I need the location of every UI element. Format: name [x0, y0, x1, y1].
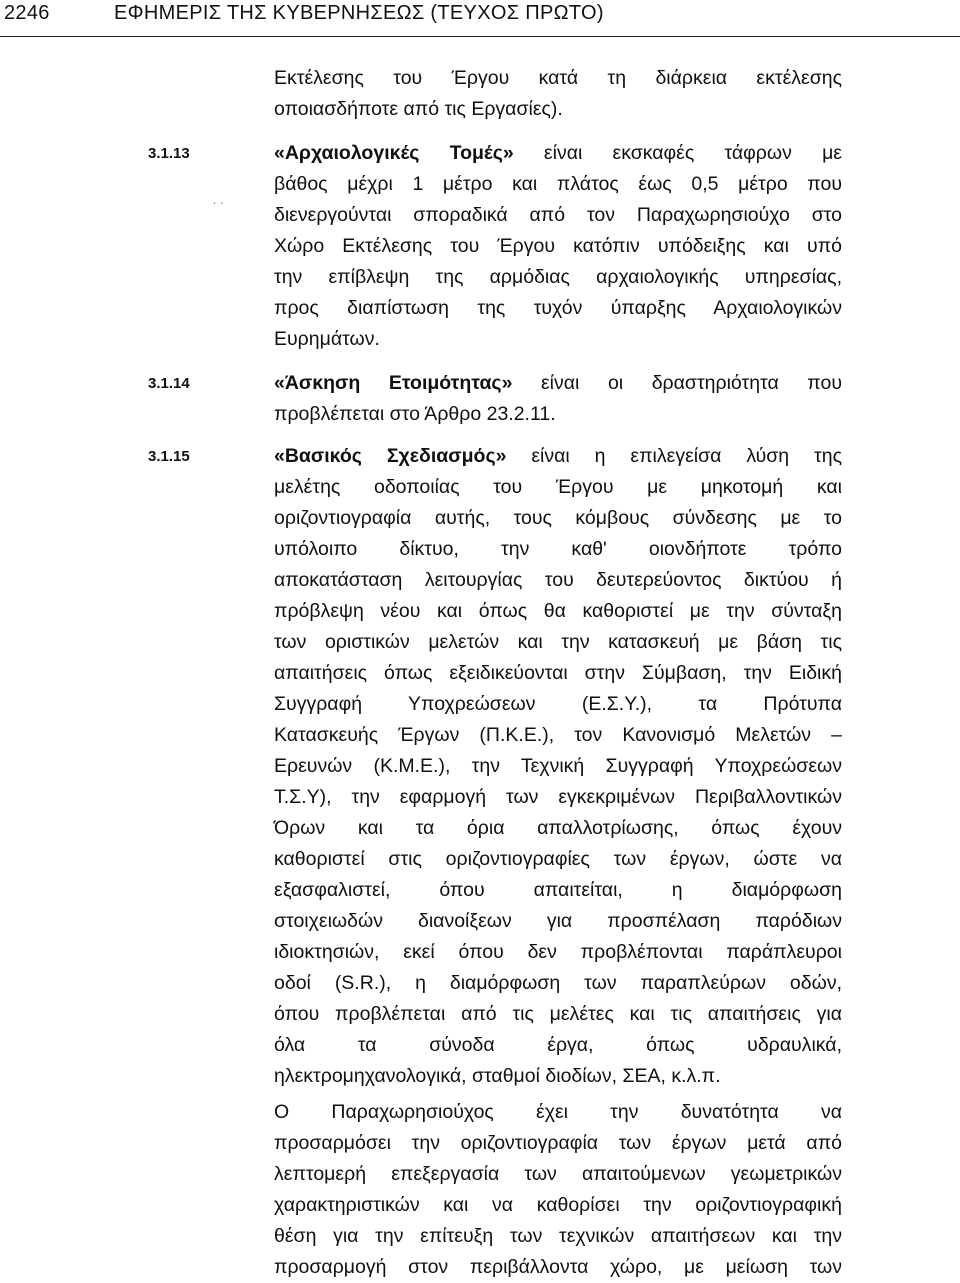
text-line: Κατασκευής Έργων (Π.Κ.Ε.), τον Κανονισμό Μελετών –	[274, 724, 842, 746]
text-line: προβλέπεται στο Άρθρο 23.2.11.	[274, 403, 556, 425]
section-number: 3.1.15	[148, 448, 190, 465]
text-line: Ευρημάτων.	[274, 328, 380, 350]
text-line: Ερευνών (Κ.Μ.Ε.), την Τεχνική Συγγραφή Υποχρεώσεων	[274, 755, 842, 777]
text-line: όπου προβλέπεται από τις μελέτες και τις απαιτήσεις για	[274, 1003, 842, 1025]
text-line: οποιασδήποτε από τις Εργασίες).	[274, 98, 563, 120]
text-line	[274, 368, 842, 399]
text-line: θέση για την επίτευξη των τεχνικών απαιτήσεων και την	[274, 1225, 842, 1247]
definition-body	[274, 368, 842, 430]
text-line: εξασφαλιστεί, όπου απαιτείται, η διαμόρφωση	[274, 879, 842, 901]
lead-paragraph	[274, 63, 842, 125]
text-line: υπόλοιπο δίκτυο, την καθ' οιονδήποτε τρόπο	[274, 538, 842, 560]
text-line: προς διαπίστωση της τυχόν ύπαρξης Αρχαιολογικών	[274, 297, 842, 319]
text-line: Εκτέλεσης του Έργου κατά τη διάρκεια εκτέλεσης	[274, 67, 842, 89]
text-line: Ο Παραχωρησιούχος έχει την δυνατότητα να	[274, 1101, 842, 1123]
text-line: των οριστικών μελετών και την κατασκευή με βάση τις	[274, 631, 842, 653]
text-line: χαρακτηριστικών και να καθορίσει την οριζοντιογραφική	[274, 1194, 842, 1216]
text-line: πρόβλεψη νέου και όπως θα καθοριστεί με την σύνταξη	[274, 600, 842, 622]
definition-text: είναι εκσκαφές τάφρων με	[513, 142, 842, 164]
definition-text: είναι η επιλεγείσα λύση της	[506, 445, 842, 467]
text-line: την επίβλεψη της αρμόδιας αρχαιολογικής υπηρεσίας,	[274, 266, 842, 288]
header-rule	[0, 36, 960, 37]
text-line: διενεργούνται σποραδικά από τον Παραχωρησιούχο στο	[274, 204, 842, 226]
section-number: 3.1.14	[148, 375, 190, 392]
text-line: όλα τα σύνοδα έργα, όπως υδραυλικά,	[274, 1034, 842, 1056]
text-line: οριζοντιογραφία αυτής, τους κόμβους σύνδεσης με το	[274, 507, 842, 529]
defined-term: «Βασικός Σχεδιασμός»	[274, 445, 507, 467]
text-line: Συγγραφή Υποχρεώσεων (Ε.Σ.Υ.), τα Πρότυπα	[274, 693, 842, 715]
text-line	[274, 138, 842, 169]
definition-body	[274, 138, 842, 355]
defined-term: «Άσκηση Ετοιμότητας»	[274, 372, 513, 394]
text-line: προσαρμόσει την οριζοντιογραφία των έργων μετά από	[274, 1132, 842, 1154]
text-line: στοιχειωδών διανοίξεων για προσπέλαση παρόδιων	[274, 910, 842, 932]
scan-speck: ˙ ˙	[213, 200, 225, 214]
defined-term: «Αρχαιολογικές Τομές»	[274, 142, 514, 164]
text-line: ιδιοκτησιών, εκεί όπου δεν προβλέπονται παράπλευροι	[274, 941, 842, 963]
text-line: λεπτομερή επεξεργασία των απαιτούμενων γεωμετρικών	[274, 1163, 842, 1185]
page-number: 2246	[4, 2, 50, 24]
text-line: Χώρο Εκτέλεσης του Έργου κατόπιν υπόδειξης και υπό	[274, 235, 842, 257]
text-line: μελέτης οδοποιίας του Έργου με μηκοτομή και	[274, 476, 842, 498]
definition-text: είναι οι δραστηριότητα που	[512, 372, 842, 394]
text-line: αποκατάσταση λειτουργίας του δευτερεύοντος δικτύου ή	[274, 569, 842, 591]
text-line: προσαρμογή στον περιβάλλοντα χώρο, με μείωση των	[274, 1256, 842, 1278]
text-line: απαιτήσεις όπως εξειδικεύονται στην Σύμβαση, την Ειδική	[274, 662, 842, 684]
text-line: ηλεκτρομηχανολογικά, σταθμοί διοδίων, ΣΕΑ, κ.λ.π.	[274, 1065, 721, 1087]
closing-paragraph	[274, 1097, 842, 1283]
text-line: βάθος μέχρι 1 μέτρο και πλάτος έως 0,5 μέτρο που	[274, 173, 842, 195]
text-line: καθοριστεί στις οριζοντιογραφίες των έργων, ώστε να	[274, 848, 842, 870]
gazette-title: ΕΦΗΜΕΡΙΣ ΤΗΣ ΚΥΒΕΡΝΗΣΕΩΣ (ΤΕΥΧΟΣ ΠΡΩΤΟ)	[114, 2, 604, 24]
text-line: Τ.Σ.Υ), την εφαρμογή των εγκεκριμένων Περιβαλλοντικών	[274, 786, 842, 808]
text-line: οδοί (S.R.), η διαμόρφωση των παραπλεύρων οδών,	[274, 972, 842, 994]
section-number: 3.1.13	[148, 145, 190, 162]
text-line: Όρων και τα όρια απαλλοτρίωσης, όπως έχουν	[274, 817, 842, 839]
page-header	[0, 0, 960, 28]
text-line	[274, 441, 842, 472]
definition-body	[274, 441, 842, 1092]
